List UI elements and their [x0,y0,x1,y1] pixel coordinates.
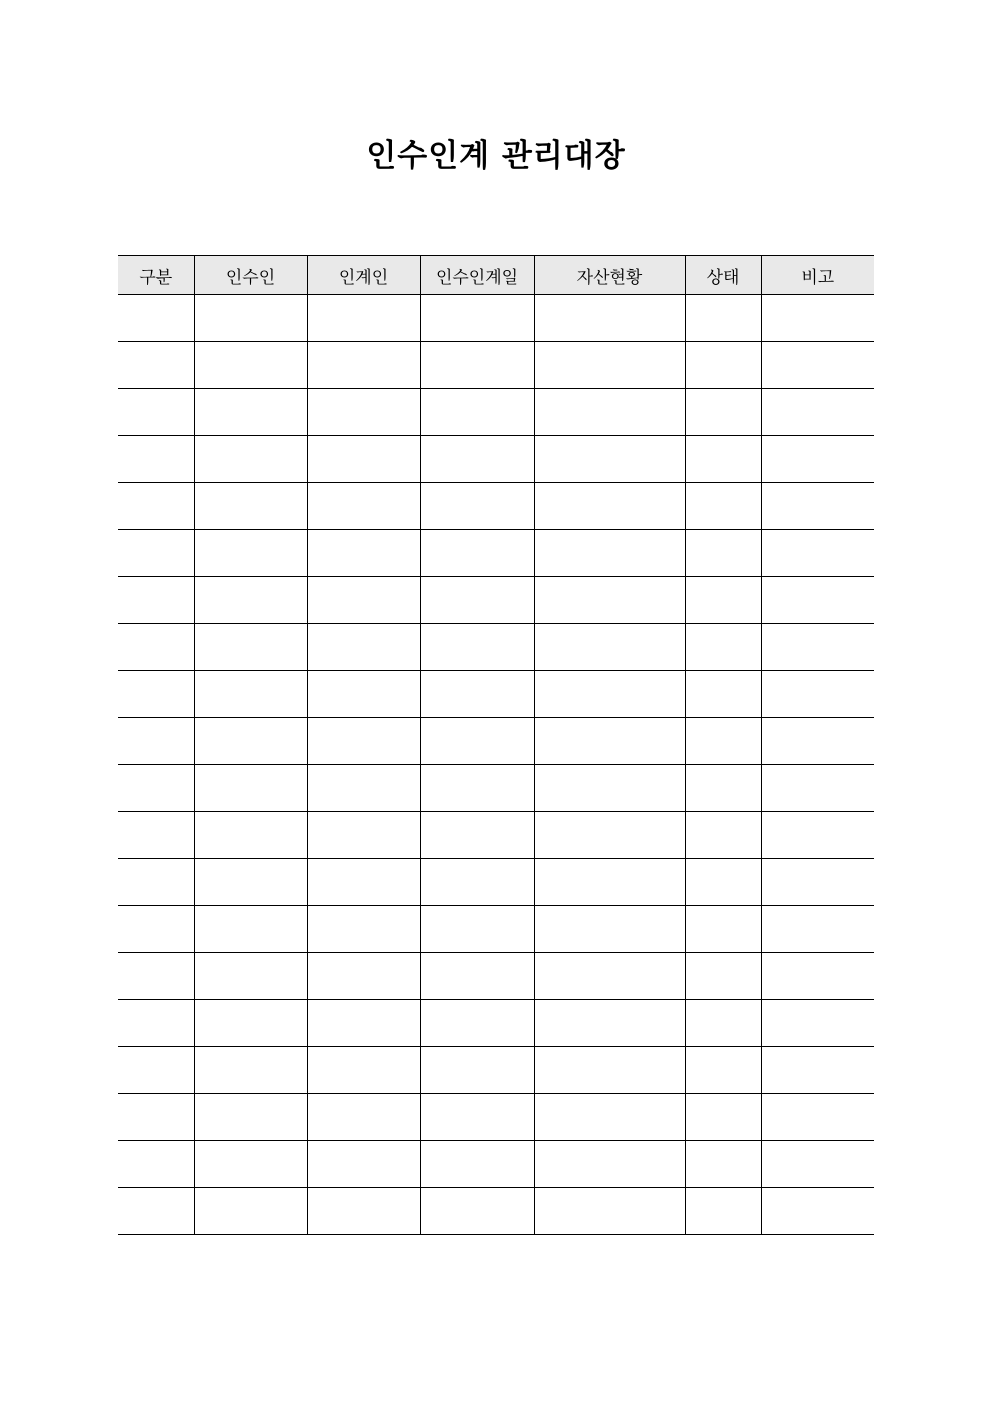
table-cell[interactable] [194,295,307,342]
table-cell[interactable] [534,1094,685,1141]
table-cell[interactable] [118,436,194,483]
table-cell[interactable] [118,389,194,436]
table-row [118,765,874,812]
table-cell[interactable] [118,577,194,624]
table-cell[interactable] [761,1047,874,1094]
table-cell[interactable] [685,436,761,483]
table-cell[interactable] [534,624,685,671]
table-cell[interactable] [307,859,420,906]
table-cell[interactable] [118,953,194,1000]
table-cell[interactable] [307,671,420,718]
table-row [118,1000,874,1047]
table-cell[interactable] [761,1094,874,1141]
table-cell[interactable] [420,577,534,624]
table-cell[interactable] [761,483,874,530]
table-cell[interactable] [307,483,420,530]
table-row [118,530,874,577]
table-cell[interactable] [194,577,307,624]
table-cell[interactable] [685,1000,761,1047]
table-header-row [118,256,874,295]
table-cell[interactable] [761,624,874,671]
table-cell[interactable] [534,859,685,906]
table-row [118,295,874,342]
table-cell[interactable] [685,718,761,765]
table-cell[interactable] [685,1141,761,1188]
table-cell[interactable] [194,718,307,765]
table-cell[interactable] [420,671,534,718]
table-cell[interactable] [194,1141,307,1188]
table-cell[interactable] [761,765,874,812]
table-cell[interactable] [118,624,194,671]
table-cell[interactable] [534,671,685,718]
table-row [118,671,874,718]
table-cell[interactable] [420,1047,534,1094]
column-header-category: 구분 [118,256,194,295]
table-cell[interactable] [534,718,685,765]
table-cell[interactable] [534,436,685,483]
table-cell[interactable] [420,436,534,483]
table-cell[interactable] [307,1094,420,1141]
table-cell[interactable] [194,953,307,1000]
column-header-remarks: 비고 [761,256,874,295]
table-cell[interactable] [118,1000,194,1047]
table-row [118,859,874,906]
table-cell[interactable] [685,1047,761,1094]
table-row [118,624,874,671]
table-cell[interactable] [534,389,685,436]
table-cell[interactable] [307,718,420,765]
table-cell[interactable] [194,1188,307,1235]
table-cell[interactable] [118,1188,194,1235]
table-cell[interactable] [194,859,307,906]
table-cell[interactable] [194,342,307,389]
table-cell[interactable] [118,671,194,718]
table-cell[interactable] [420,342,534,389]
table-cell[interactable] [420,624,534,671]
table-row [118,906,874,953]
table-cell[interactable] [420,1000,534,1047]
table-cell[interactable] [307,389,420,436]
column-header-receiver: 인수인 [194,256,307,295]
table-cell[interactable] [420,859,534,906]
table-cell[interactable] [420,1188,534,1235]
table-cell[interactable] [534,1188,685,1235]
table-cell[interactable] [194,1000,307,1047]
table-cell[interactable] [194,812,307,859]
table-cell[interactable] [534,295,685,342]
table-cell[interactable] [307,530,420,577]
table-cell[interactable] [194,765,307,812]
table-cell[interactable] [534,530,685,577]
table-cell[interactable] [118,765,194,812]
table-cell[interactable] [534,1141,685,1188]
table-cell[interactable] [685,389,761,436]
table-cell[interactable] [118,295,194,342]
table-cell[interactable] [534,577,685,624]
table-cell[interactable] [118,530,194,577]
table-cell[interactable] [307,765,420,812]
table-cell[interactable] [420,483,534,530]
table-cell[interactable] [194,530,307,577]
table-row [118,577,874,624]
column-header-asset-status: 자산현황 [534,256,685,295]
table-cell[interactable] [420,295,534,342]
table-cell[interactable] [685,577,761,624]
table-cell[interactable] [307,624,420,671]
table-cell[interactable] [685,1094,761,1141]
table-cell[interactable] [307,812,420,859]
table-row [118,953,874,1000]
table-cell[interactable] [420,389,534,436]
table-cell[interactable] [761,389,874,436]
table-cell[interactable] [761,906,874,953]
table-cell[interactable] [761,718,874,765]
table-cell[interactable] [685,1188,761,1235]
table-cell[interactable] [761,1000,874,1047]
table-cell[interactable] [194,483,307,530]
table-cell[interactable] [307,1047,420,1094]
table-row [118,389,874,436]
table-cell[interactable] [534,953,685,1000]
table-cell[interactable] [685,812,761,859]
page-title: 인수인계 관리대장 [366,138,626,174]
table-cell[interactable] [118,718,194,765]
table-cell[interactable] [761,530,874,577]
table-cell[interactable] [534,765,685,812]
column-header-state: 상태 [685,256,761,295]
table-cell[interactable] [685,624,761,671]
table-body [118,295,874,1235]
table-cell[interactable] [534,906,685,953]
table-cell[interactable] [194,671,307,718]
table-cell[interactable] [118,1141,194,1188]
table-cell[interactable] [307,295,420,342]
table-row [118,1188,874,1235]
table-cell[interactable] [307,1188,420,1235]
table-cell[interactable] [420,812,534,859]
table-cell[interactable] [118,859,194,906]
table-cell[interactable] [194,1047,307,1094]
table-cell[interactable] [534,812,685,859]
table-cell[interactable] [761,1188,874,1235]
table-cell[interactable] [420,718,534,765]
table-row [118,718,874,765]
table-row [118,1141,874,1188]
table-cell[interactable] [420,906,534,953]
table-cell[interactable] [685,295,761,342]
table-row [118,342,874,389]
table-cell[interactable] [307,906,420,953]
table-cell[interactable] [194,1094,307,1141]
table-cell[interactable] [761,812,874,859]
table-cell[interactable] [194,906,307,953]
table-cell[interactable] [307,1000,420,1047]
table-cell[interactable] [685,342,761,389]
table-row [118,436,874,483]
table-cell[interactable] [420,530,534,577]
table-cell[interactable] [685,671,761,718]
table-cell[interactable] [761,671,874,718]
table-cell[interactable] [118,1047,194,1094]
table-cell[interactable] [761,953,874,1000]
table-cell[interactable] [194,389,307,436]
table-cell[interactable] [685,483,761,530]
table-cell[interactable] [307,436,420,483]
column-header-handover-date: 인수인계일 [420,256,534,295]
table-cell[interactable] [685,765,761,812]
table-cell[interactable] [685,906,761,953]
table-row [118,812,874,859]
table-cell[interactable] [685,859,761,906]
table-cell[interactable] [761,436,874,483]
column-header-handover-person: 인계인 [307,256,420,295]
table-cell[interactable] [118,812,194,859]
table-cell[interactable] [307,1141,420,1188]
table-row [118,1094,874,1141]
table-cell[interactable] [685,953,761,1000]
handover-ledger-table [118,255,874,1235]
table-cell[interactable] [118,483,194,530]
table-cell[interactable] [534,1047,685,1094]
table-cell[interactable] [307,953,420,1000]
table-cell[interactable] [118,1094,194,1141]
table-cell[interactable] [420,953,534,1000]
table-cell[interactable] [420,1141,534,1188]
table-cell[interactable] [194,624,307,671]
table-cell[interactable] [534,342,685,389]
table-cell[interactable] [685,530,761,577]
table-cell[interactable] [761,1141,874,1188]
table-cell[interactable] [761,577,874,624]
table-cell[interactable] [118,342,194,389]
table-cell[interactable] [761,342,874,389]
table-cell[interactable] [534,1000,685,1047]
table-cell[interactable] [118,906,194,953]
table-cell[interactable] [761,859,874,906]
table-cell[interactable] [307,577,420,624]
table-row [118,483,874,530]
table-cell[interactable] [420,1094,534,1141]
table-cell[interactable] [194,436,307,483]
table-cell[interactable] [761,295,874,342]
table-cell[interactable] [534,483,685,530]
table-cell[interactable] [420,765,534,812]
table-row [118,1047,874,1094]
table-cell[interactable] [307,342,420,389]
